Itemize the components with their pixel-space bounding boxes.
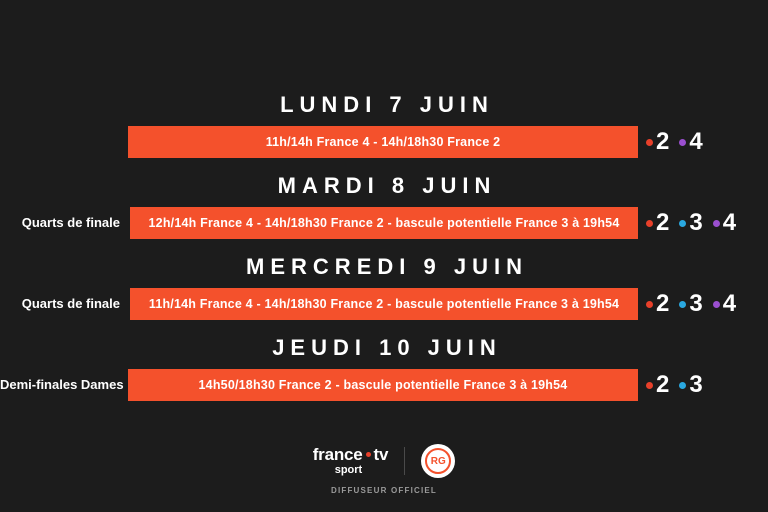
round-label: Demi-finales Dames [0, 377, 124, 392]
channel-list [646, 369, 703, 401]
channel-dot-icon [679, 382, 686, 389]
brand-sport-text: sport [334, 464, 363, 476]
channel-number: 2 [656, 209, 670, 236]
francetv-sport-logo [313, 446, 389, 476]
channel-dot-icon [713, 220, 720, 227]
schedule-row [0, 126, 768, 158]
channel-france-2 [646, 130, 669, 154]
round-label: Quarts de finale [21, 296, 120, 311]
channel-france-2 [646, 292, 669, 316]
channel-number: 4 [722, 209, 737, 236]
channel-number: 3 [689, 209, 703, 236]
channel-france-4 [713, 292, 736, 316]
channel-france-4 [679, 130, 702, 154]
day-title: LUNDI 7 JUIN [280, 92, 494, 117]
channel-list [646, 126, 703, 158]
round-label [0, 126, 128, 158]
channel-france-4 [713, 211, 736, 235]
channel-france-3 [679, 211, 702, 235]
schedule-text: 11h/14h France 4 - 14h/18h30 France 2 - bascule potentielle France 3 à 19h54 [148, 297, 620, 311]
channel-dot-icon [679, 301, 686, 308]
brand-france-text: france [312, 445, 363, 464]
schedule-text: 14h50/18h30 France 2 - bascule potentielle France 3 à 19h54 [198, 378, 568, 392]
day-title: JEUDI 10 JUIN [272, 335, 502, 360]
schedule-text: 12h/14h France 4 - 14h/18h30 France 2 - bascule potentielle France 3 à 19h54 [148, 216, 620, 230]
round-label: Quarts de finale [21, 215, 120, 230]
footer-caption: DIFFUSEUR OFFICIEL [330, 486, 438, 495]
schedule-bar [128, 126, 638, 158]
channel-dot-icon [646, 382, 653, 389]
footer-divider [404, 447, 405, 475]
francetv-wordmark [313, 446, 389, 463]
channel-france-2 [646, 373, 669, 397]
schedule-row [0, 207, 768, 239]
channel-dot-icon [713, 301, 720, 308]
channel-number: 3 [689, 371, 703, 398]
schedule-bar [130, 288, 638, 320]
roland-garros-logo-icon [421, 444, 455, 478]
day-block-lundi [0, 92, 768, 158]
channel-france-3 [679, 292, 702, 316]
channel-dot-icon [646, 220, 653, 227]
channel-dot-icon [646, 301, 653, 308]
footer-logos [313, 444, 456, 478]
channel-france-2 [646, 211, 669, 235]
day-title: MARDI 8 JUIN [277, 173, 497, 198]
day-block-jeudi [0, 335, 768, 401]
channel-number: 4 [722, 290, 737, 317]
channel-number: 2 [656, 290, 670, 317]
brand-dot-icon [366, 452, 371, 457]
roland-garros-mark: RG [425, 448, 451, 474]
schedule-bar [130, 207, 638, 239]
channel-dot-icon [679, 220, 686, 227]
schedule-text: 11h/14h France 4 - 14h/18h30 France 2 [265, 135, 501, 149]
schedule-bar [128, 369, 638, 401]
channel-dot-icon [646, 139, 653, 146]
brand-tv-text: tv [373, 445, 389, 464]
schedule-row [0, 288, 768, 320]
footer [0, 444, 768, 495]
channel-number: 3 [689, 290, 703, 317]
channel-number: 4 [689, 128, 703, 155]
channel-number: 2 [656, 371, 670, 398]
schedule-row [0, 369, 768, 401]
day-title: MERCREDI 9 JUIN [246, 254, 528, 279]
channel-dot-icon [679, 139, 686, 146]
channel-list [646, 288, 736, 320]
day-block-mercredi [0, 254, 768, 320]
channel-number: 2 [656, 128, 670, 155]
channel-france-3 [679, 373, 702, 397]
channel-list [646, 207, 736, 239]
day-block-mardi [0, 173, 768, 239]
